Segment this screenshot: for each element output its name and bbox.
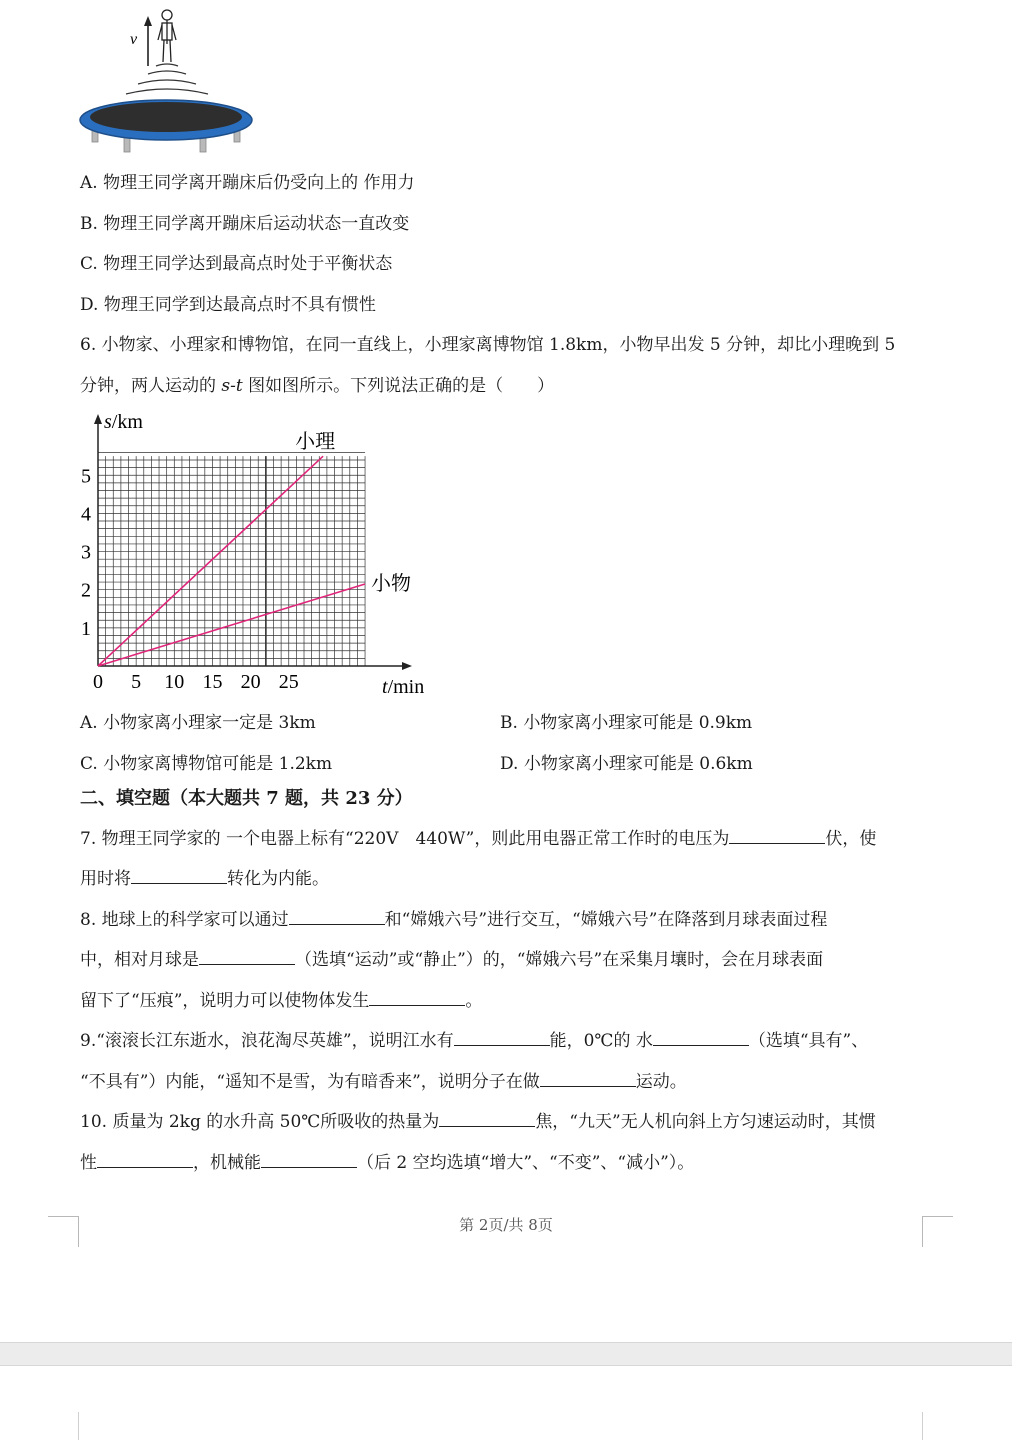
q7-line1 [80, 827, 876, 849]
velocity-label: v [130, 31, 138, 48]
q5-option-c [80, 254, 392, 274]
page-separator [0, 1342, 1012, 1366]
section-heading: 二、填空题（本大题共 7 题，共 23 分） [80, 788, 413, 809]
q-text: 性 [80, 1153, 97, 1173]
q-text: 能，0℃的 水 [549, 1031, 653, 1051]
page-footer: 第 2页/共 8页 [459, 1216, 553, 1234]
q10-line2 [80, 1151, 694, 1173]
q6-option-d [500, 754, 753, 774]
q-text: 10. 质量为 2kg 的水升高 50℃所吸收的热量为 [80, 1112, 440, 1132]
answer-blank[interactable] [729, 827, 825, 844]
answer-blank[interactable] [653, 1029, 749, 1046]
q-text: 伏，使 [825, 829, 877, 849]
answer-blank[interactable] [97, 1151, 193, 1168]
q5-option-d [80, 295, 376, 315]
answer-blank[interactable] [439, 1110, 535, 1127]
x-tick-label: 5 [131, 671, 142, 693]
option-label: A. [80, 173, 98, 193]
q-text: 焦，“九天”无人机向斜上方匀速运动时，其惯 [535, 1112, 876, 1132]
velocity-arrowhead [144, 16, 152, 26]
x-tick-label: 25 [278, 671, 299, 693]
motion-lines [126, 64, 208, 94]
y-axis-label: s/km [104, 411, 143, 433]
q8-line3 [80, 989, 482, 1011]
q-text: 7. 物理王同学家的 一个电器上标有“220V 440W”，则此用电器正常工作时的电压为 [80, 829, 730, 849]
series-line [98, 584, 365, 666]
q8-line1 [80, 908, 827, 930]
stem-variable: s-t [221, 376, 243, 396]
option-text: 物理王同学达到最高点时处于平衡状态 [103, 254, 393, 274]
chart-grid [98, 452, 365, 666]
y-tick-label: 1 [81, 617, 91, 640]
option-label: B. [500, 713, 518, 733]
q-text: 。 [465, 991, 483, 1011]
y-axis-arrow [94, 414, 102, 424]
answer-blank[interactable] [131, 867, 227, 884]
option-label: C. [80, 254, 98, 274]
x-tick-label: 20 [240, 671, 261, 693]
q8-line2 [80, 948, 823, 970]
option-text: 小物家离博物馆可能是 1.2km [103, 754, 333, 774]
option-label: C. [80, 754, 98, 774]
trampoline-figure [78, 4, 258, 156]
option-text: 物理王同学离开蹦床后仍受向上的 作用力 [103, 173, 415, 193]
q6-stem-line1: 6. 小物家、小理家和博物馆，在同一直线上，小理家离博物馆 1.8km，小物早出发 5 分钟，却比小理晚到 5 [80, 335, 896, 355]
q9-line2 [80, 1070, 687, 1092]
answer-blank[interactable] [369, 989, 465, 1006]
option-label: B. [80, 214, 98, 234]
x-tick-label: 0 [93, 671, 103, 693]
trampoline-mat [90, 102, 242, 132]
page-margin-mark [922, 1412, 923, 1440]
series-label: 小理 [295, 429, 336, 454]
option-label: D. [80, 295, 99, 315]
answer-blank[interactable] [540, 1070, 636, 1087]
q7-line2 [80, 867, 329, 889]
x-axis-label: t/min [382, 676, 425, 698]
q9-line1 [80, 1029, 868, 1051]
y-tick-label: 3 [81, 541, 91, 564]
x-tick-label: 15 [202, 671, 223, 693]
series-line [98, 456, 323, 666]
option-text: 物理王同学到达最高点时不具有惯性 [103, 295, 376, 315]
option-label: D. [500, 754, 519, 774]
q-text: 9.“滚滚长江东逝水，浪花淘尽英雄”，说明江水有 [80, 1031, 454, 1051]
answer-blank[interactable] [454, 1029, 550, 1046]
option-text: 小物家离小理家可能是 0.6km [523, 754, 753, 774]
q-text: （选填“具有”、 [748, 1031, 869, 1051]
q-text: ，机械能 [193, 1153, 261, 1173]
q-text: 运动。 [635, 1072, 687, 1092]
q5-option-b [80, 214, 409, 234]
q6-option-b [500, 713, 752, 733]
stem-text: 图如图所示。下列说法正确的是（ ） [242, 376, 555, 396]
q10-line1 [80, 1110, 876, 1132]
option-label: A. [80, 713, 98, 733]
q-text: 8. 地球上的科学家可以通过 [80, 910, 289, 930]
stem-text: 分钟，两人运动的 [80, 376, 222, 396]
q-text: 转化为内能。 [227, 869, 329, 889]
answer-blank[interactable] [199, 948, 295, 965]
answer-blank[interactable] [261, 1151, 357, 1168]
q-text: 留下了“压痕”，说明力可以使物体发生 [80, 991, 370, 1011]
y-tick-label: 2 [81, 579, 91, 602]
y-tick-label: 4 [81, 503, 91, 526]
page-margin-mark [78, 1412, 79, 1440]
q-text: “不具有”）内能，“遥知不是雪，为有暗香来”，说明分子在做 [80, 1072, 540, 1092]
option-text: 小物家离小理家可能是 0.9km [523, 713, 753, 733]
series-label: 小物 [371, 570, 412, 595]
q6-stem-line2 [80, 376, 554, 396]
answer-blank[interactable] [289, 908, 385, 925]
q6-option-c [80, 754, 332, 774]
q-text: （选填“运动”或“静止”）的，“嫦娥六号”在采集月壤时，会在月球表面 [295, 950, 824, 970]
q-text: 用时将 [80, 869, 131, 889]
st-graph [70, 408, 450, 700]
y-tick-label: 5 [81, 465, 91, 488]
x-axis-arrow [402, 662, 412, 670]
q6-option-a [80, 713, 316, 733]
q-text: 和“嫦娥六号”进行交互，“嫦娥六号”在降落到月球表面过程 [384, 910, 828, 930]
option-text: 小物家离小理家一定是 3km [103, 713, 316, 733]
option-text: 物理王同学离开蹦床后运动状态一直改变 [103, 214, 410, 234]
x-tick-label: 10 [164, 671, 185, 693]
person-icon [158, 10, 176, 62]
q-text: 中，相对月球是 [80, 950, 199, 970]
q5-option-a [80, 173, 415, 193]
q-text: （后 2 空均选填“增大”、“不变”、“减小”）。 [357, 1153, 695, 1173]
